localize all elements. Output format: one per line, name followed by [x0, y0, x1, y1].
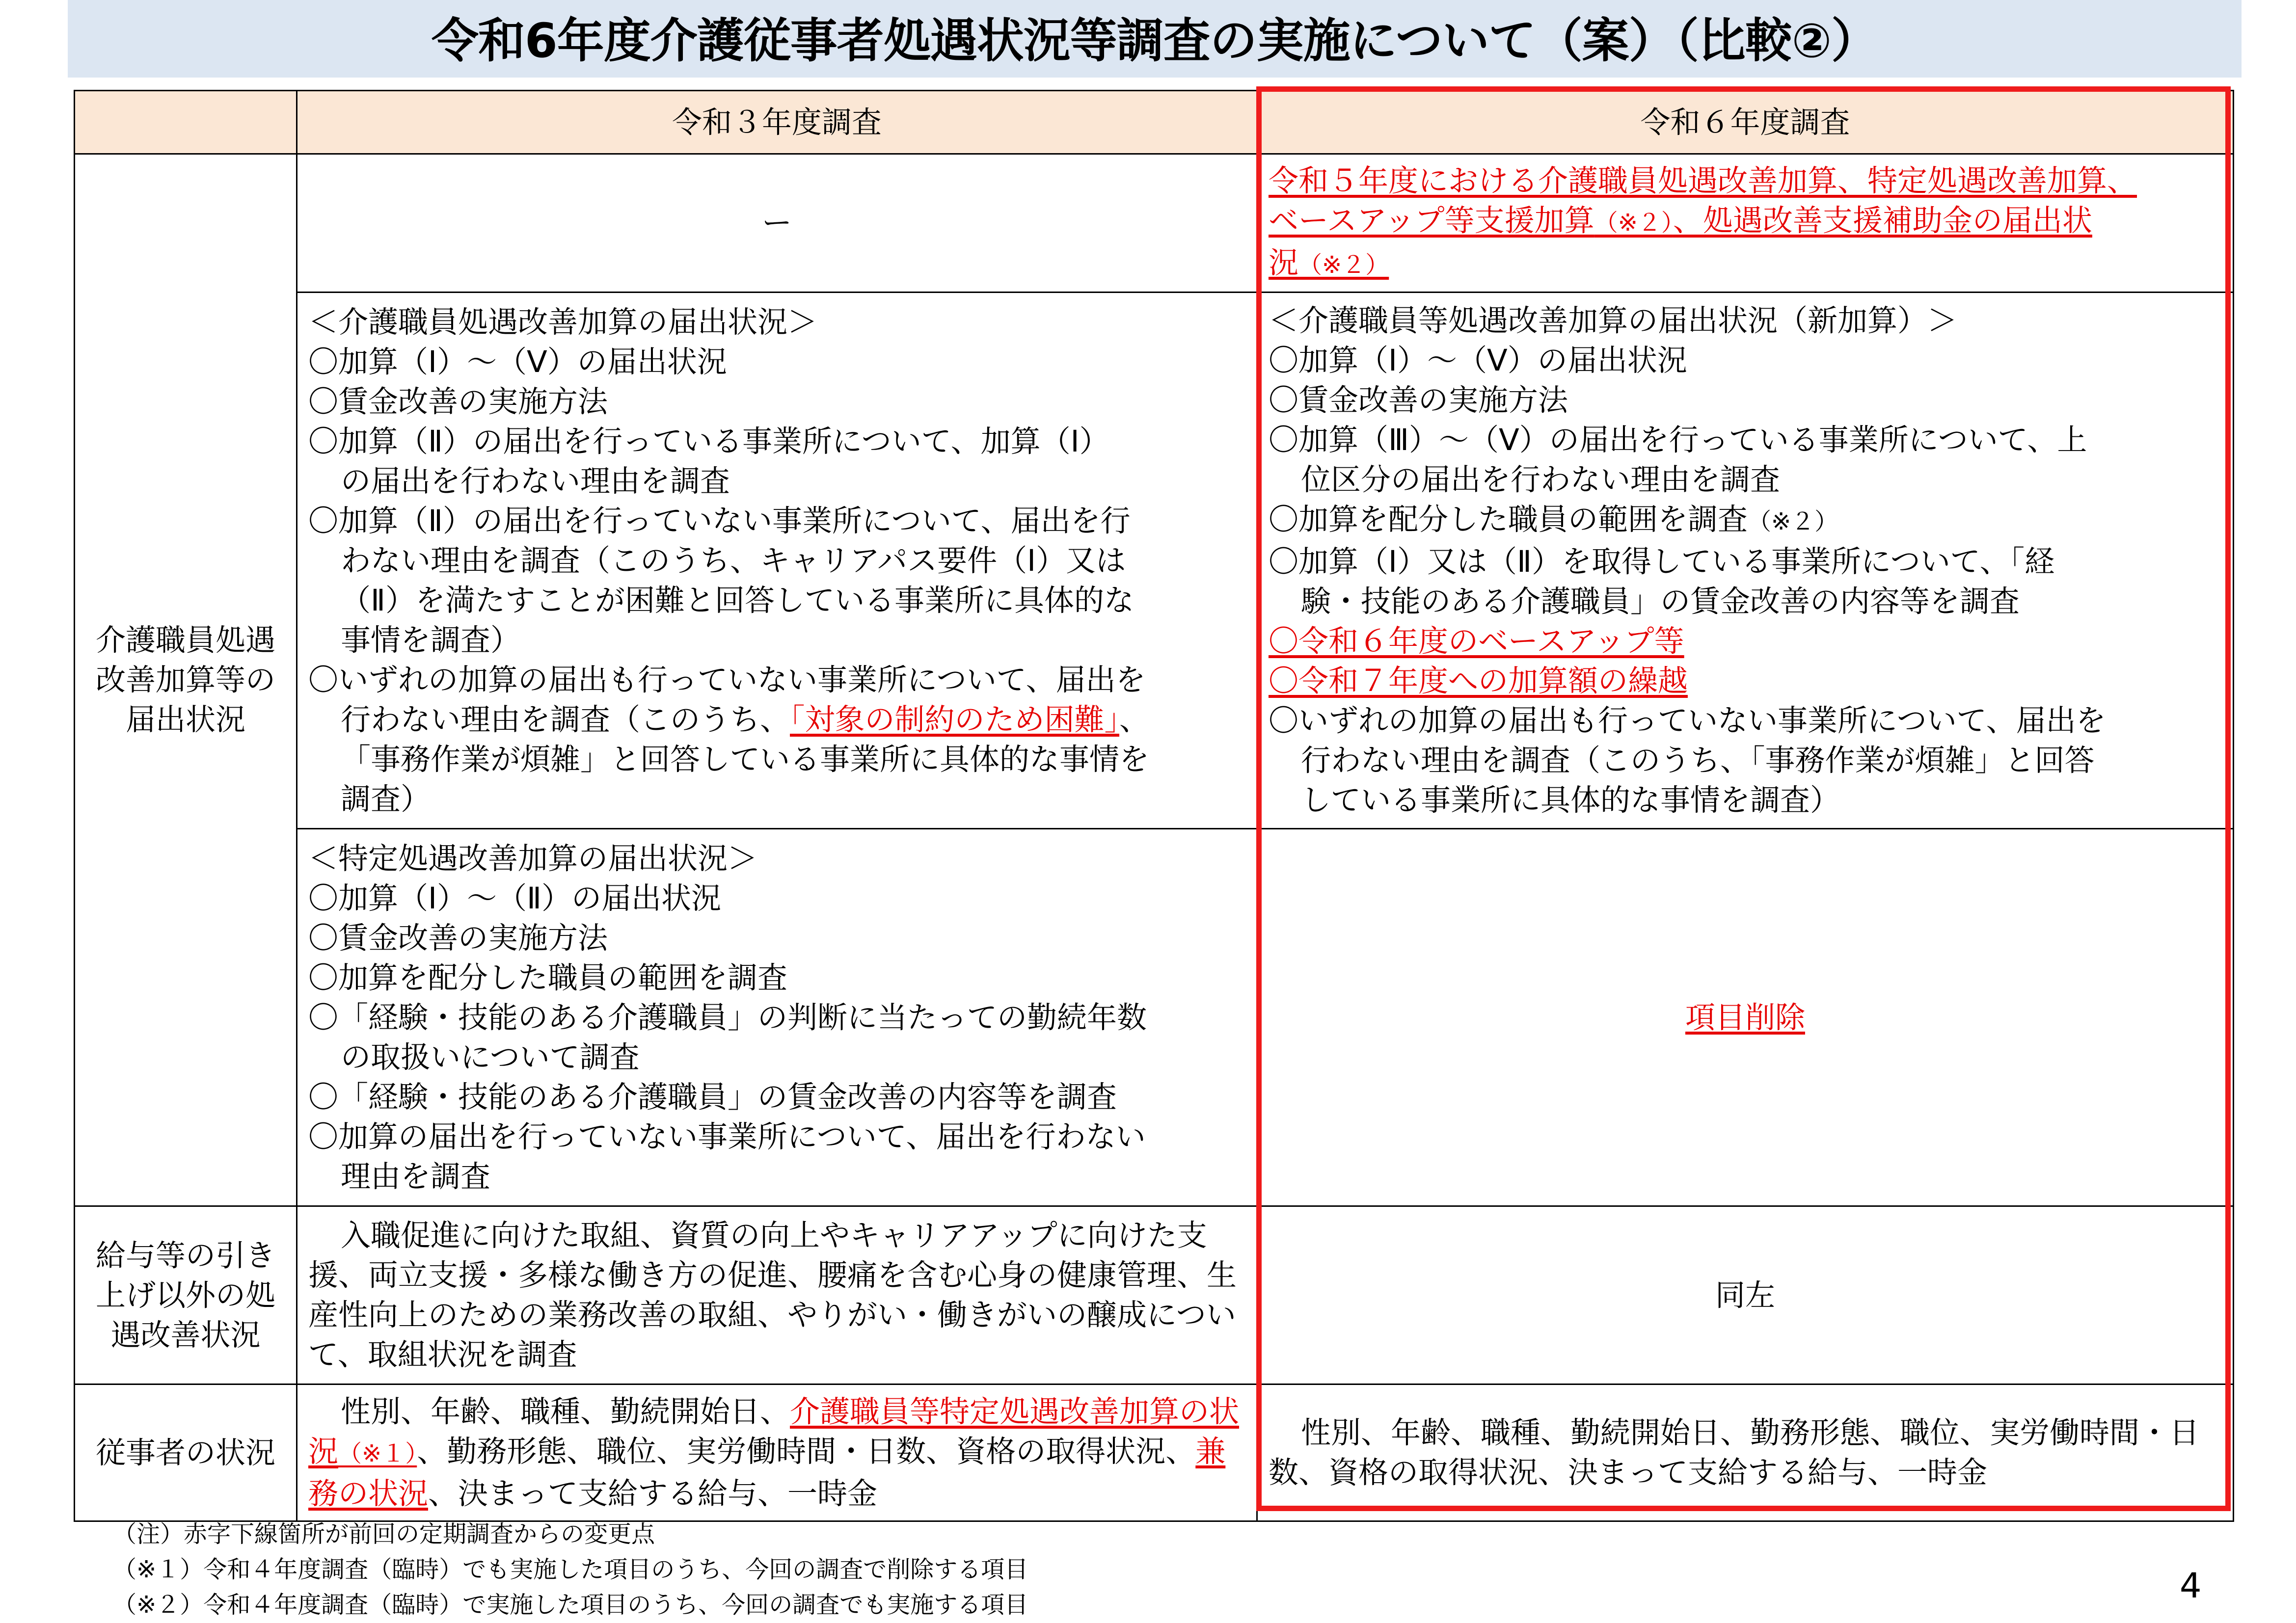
- header-empty-cell: [75, 91, 297, 154]
- r3-cell-worker-status: 性別、年齢、職種、勤続開始日、介護職員等特定処遇改善加算の状況（※１）、勤務形態、職位、実労働時間・日数、資格の取得状況、兼務の状況、決まって支給する給与、一時金: [297, 1384, 1257, 1521]
- row-label-allowance-status: 介護職員処遇 改善加算等の 届出状況: [75, 154, 297, 1206]
- footnote-1: （※１）令和４年度調査（臨時）でも実施した項目のうち、今回の調査で削除する項目: [113, 1556, 1028, 1583]
- r6-cell-r5-allowances: 令和５年度における介護職員処遇改善加算、特定処遇改善加算、 ベースアップ等支援加算（※２）、処遇改善支援補助金の届出状 況（※２）: [1257, 154, 2234, 293]
- r3-cell-specific-allowance: ＜特定処遇改善加算の届出状況＞ 〇加算（Ⅰ）～（Ⅱ）の届出状況 〇賃金改善の実施方法 〇加算を配分した職員の範囲を調査 〇「経験・技能のある介護職員」の判断に当たっての勤続年数 の取扱いについて調査 〇「経験・技能のある介護職員」の賃金改善の内容等を調査 〇加算の届出を行っていない事業所について、届出を行わない 理由を調査: [297, 829, 1257, 1206]
- r6-cell-new-allowance: ＜介護職員等処遇改善加算の届出状況（新加算）＞ 〇加算（Ⅰ）～（Ⅴ）の届出状況 〇賃金改善の実施方法 〇加算（Ⅲ）～（Ⅴ）の届出を行っている事業所について、上 位区分の届出を行わない理由を調査 〇加算を配分した職員の範囲を調査（※２） 〇加算（Ⅰ）又は（Ⅱ）を取得している事業所について、「経 験・技能のある介護職員」の賃金改善の内容等を調査 〇令和６年度のベースアップ等 〇令和７年度への加算額の繰越 〇いずれの加算の届出も行っていない事業所について、届出を 行わない理由を調査（このうち、「事務作業が煩雑」と回答 している事業所に具体的な事情を調査）: [1257, 293, 2234, 829]
- footnote-2: （※２）令和４年度調査（臨時）で実施した項目のうち、今回の調査でも実施する項目: [113, 1591, 1028, 1619]
- r6-cell-item-deleted: 項目削除: [1257, 829, 2234, 1206]
- table-row: [75, 293, 2234, 829]
- r6-cell-worker-status: 性別、年齢、職種、勤続開始日、勤務形態、職位、実労働時間・日数、資格の取得状況、決まって支給する給与、一時金: [1257, 1384, 2234, 1521]
- table-row: [75, 154, 2234, 293]
- header-r3-survey: 令和３年度調査: [297, 91, 1257, 154]
- row-label-non-wage-improvements: 給与等の引き 上げ以外の処 遇改善状況: [75, 1206, 297, 1384]
- page-title: 令和6年度介護従事者処遇状況等調査の実施について（案）（比較②）: [431, 13, 1878, 68]
- table-header-row: [75, 91, 2234, 154]
- header-r6-survey: 令和６年度調査: [1257, 91, 2234, 154]
- r3-cell-care-staff-allowance: ＜介護職員処遇改善加算の届出状況＞ 〇加算（Ⅰ）～（Ⅴ）の届出状況 〇賃金改善の実施方法 〇加算（Ⅱ）の届出を行っている事業所について、加算（Ⅰ） の届出を行わない理由を調査 〇加算（Ⅱ）の届出を行っていない事業所について、届出を行 わない理由を調査（このうち、キャリアパス要件（Ⅰ）又は （Ⅱ）を満たすことが困難と回答している事業所に具体的な 事情を調査） 〇いずれの加算の届出も行っていない事業所について、届出を 行わない理由を調査（このうち、「対象の制約のため困難」、 「事務作業が煩雑」と回答している事業所に具体的な事情を 調査）: [297, 293, 1257, 829]
- r3-cell-non-wage: 入職促進に向けた取組、資質の向上やキャリアアップに向けた支援、両立支援・多様な働き方の促進、腰痛を含む心身の健康管理、生産性向上のための業務改善の取組、やりがい・働きがいの醸成について、取組状況を調査: [297, 1206, 1257, 1384]
- page-number: 4: [2180, 1566, 2202, 1606]
- footnotes: [113, 1517, 1028, 1623]
- table-row: [75, 829, 2234, 1206]
- r6-cell-same-as-left: 同左: [1257, 1206, 2234, 1384]
- row-label-worker-status: 従事者の状況: [75, 1384, 297, 1521]
- r3-cell-none: ー: [297, 154, 1257, 293]
- table-row: [75, 1384, 2234, 1521]
- comparison-table: [74, 90, 2234, 1522]
- footnote-change-marker: （注）赤字下線箇所が前回の定期調査からの変更点: [113, 1520, 655, 1548]
- table-row: [75, 1206, 2234, 1384]
